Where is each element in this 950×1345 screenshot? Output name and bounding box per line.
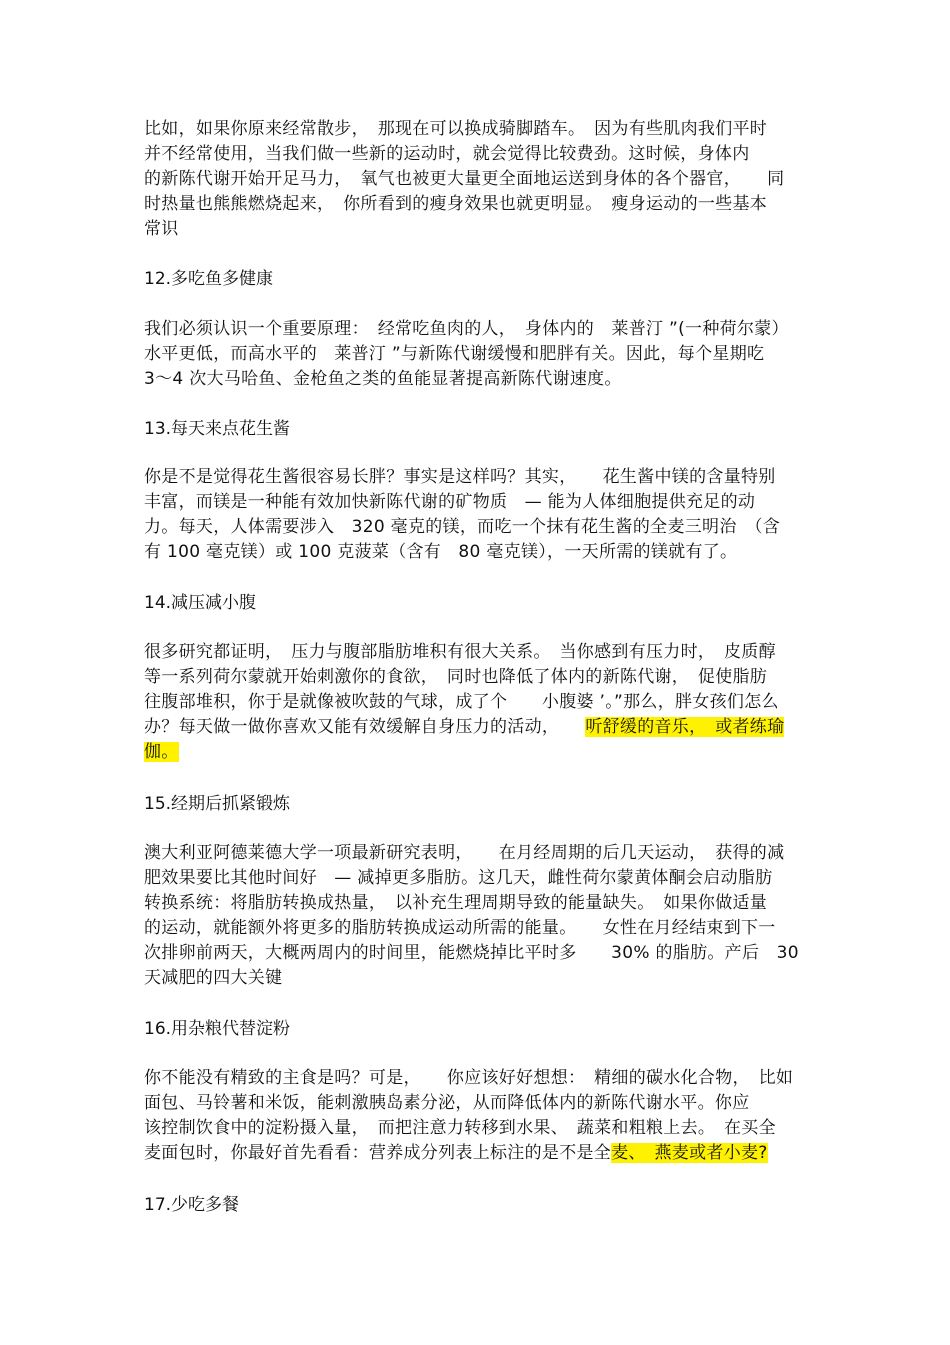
paragraph-line: 肥效果要比其他时间好 — 减掉更多脂肪。这几天，雌性荷尔蒙黄体酮会启动脂肪 — [144, 868, 773, 888]
section-heading-14: 14.减压减小腹 — [144, 593, 257, 613]
paragraph-line: 有 100 毫克镁）或 100 克菠菜（含有 80 毫克镁），一天所需的镁就有了。 — [144, 542, 738, 562]
paragraph-line — [144, 741, 179, 763]
paragraph-line: 我们必须认识一个重要原理： 经常吃鱼肉的人， 身体内的 莱普汀 ”(一种荷尔蒙） — [144, 319, 789, 339]
paragraph-line: 往腹部堆积，你于是就像被吹鼓的气球，成了个 小腹婆 ’。”那么，胖女孩们怎么 — [144, 692, 779, 712]
paragraph-line: 你是不是觉得花生酱很容易长胖？事实是这样吗？其实， 花生酱中镁的含量特别 — [144, 467, 776, 487]
paragraph-line — [144, 716, 784, 738]
paragraph-line: 并不经常使用，当我们做一些新的运动时，就会觉得比较费劲。这时候，身体内 — [144, 144, 750, 164]
section-heading-12: 12.多吃鱼多健康 — [144, 269, 274, 289]
paragraph-line: 澳大利亚阿德莱德大学一项最新研究表明， 在月经周期的后几天运动， 获得的减 — [144, 843, 785, 863]
paragraph-line: 丰富，而镁是一种能有效加快新陈代谢的矿物质 — 能为人体细胞提供充足的动 — [144, 492, 756, 512]
paragraph-line: 比如，如果你原来经常散步， 那现在可以换成骑脚踏车。 因为有些肌肉我们平时 — [144, 119, 768, 139]
paragraph-line: 转换系统：将脂肪转换成热量， 以补充生理周期导致的能量缺失。 如果你做适量 — [144, 893, 768, 913]
paragraph-line: 次排卵前两天，大概两周内的时间里，能燃烧掉比平时多 30% 的脂肪。产后 30 — [144, 943, 799, 963]
paragraph-line: 3～4 次大马哈鱼、金枪鱼之类的鱼能显著提高新陈代谢速度。 — [144, 369, 622, 389]
paragraph-line: 面包、马铃薯和米饭，能刺激胰岛素分泌，从而降低体内的新陈代谢水平。你应 — [144, 1093, 750, 1113]
section-heading-16: 16.用杂粮代替淀粉 — [144, 1019, 291, 1039]
highlighted-text: 伽。 — [144, 742, 179, 762]
paragraph-line: 的运动，就能额外将更多的脂肪转换成运动所需的能量。 女性在月经结束到下一 — [144, 918, 776, 938]
highlighted-text: 听舒缓的音乐， 或者练瑜 — [585, 717, 785, 737]
plain-text: 麦面包时，你最好首先看看：营养成分列表上标注的是不是全 — [144, 1143, 612, 1163]
plain-text: 办？每天做一做你喜欢又能有效缓解自身压力的活动， — [144, 717, 586, 737]
paragraph-line: 该控制饮食中的淀粉摄入量， 而把注意力转移到水果、 蔬菜和粗粮上去。 在买全 — [144, 1118, 776, 1138]
paragraph-line: 等一系列荷尔蒙就开始刺激你的食欲， 同时也降低了体内的新陈代谢， 促使脂肪 — [144, 667, 768, 687]
paragraph-line: 的新陈代谢开始开足马力， 氧气也被更大量更全面地运送到身体的各个器官， 同 — [144, 169, 785, 189]
paragraph-line: 时热量也熊熊燃烧起来， 你所看到的瘦身效果也就更明显。 瘦身运动的一些基本 — [144, 194, 768, 214]
section-heading-13: 13.每天来点花生酱 — [144, 419, 291, 439]
paragraph-line: 力。每天，人体需要涉入 320 毫克的镁，而吃一个抹有花生酱的全麦三明治 （含 — [144, 517, 781, 537]
highlighted-text: 麦、 燕麦或者小麦? — [611, 1143, 768, 1163]
paragraph-line: 天减肥的四大关键 — [144, 968, 283, 988]
paragraph-line: 水平更低，而高水平的 莱普汀 ”与新陈代谢缓慢和肥胖有关。因此，每个星期吃 — [144, 344, 765, 364]
section-heading-17: 17.少吃多餐 — [144, 1195, 240, 1215]
paragraph-line: 你不能没有精致的主食是吗？可是， 你应该好好想想： 精细的碳水化合物， 比如 — [144, 1068, 794, 1088]
paragraph-line — [144, 1142, 768, 1164]
paragraph-line: 常识 — [144, 219, 179, 239]
section-heading-15: 15.经期后抓紧锻炼 — [144, 794, 291, 814]
paragraph-line: 很多研究都证明， 压力与腹部脂肪堆积有很大关系。 当你感到有压力时， 皮质醇 — [144, 642, 776, 662]
